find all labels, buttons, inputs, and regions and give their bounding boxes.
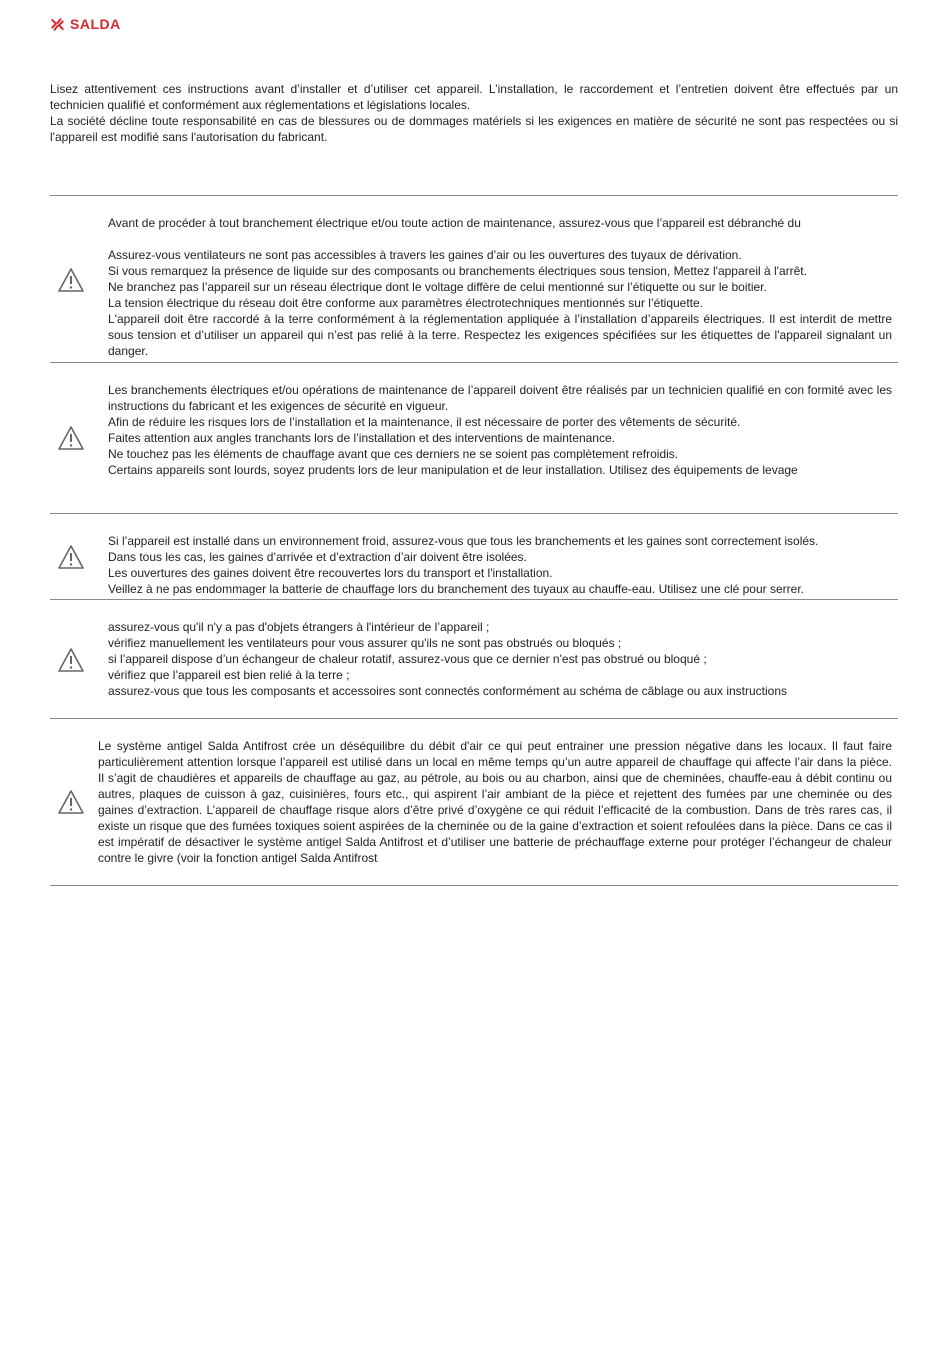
warning-section — [50, 718, 898, 886]
text-line: assurez-vous qu'il n'y a pas d'objets étrangers à l'intérieur de l’appareil ; — [108, 620, 490, 634]
brand-name: SALDA — [70, 16, 121, 32]
intro-paragraph: La société décline toute responsabilité en cas de blessures ou de dommages matériels si les exigences en matière de sécurité ne sont pas respectées ou si l'appareil est modifié sans l'autorisation du fabricant. — [50, 114, 898, 144]
intro-text — [50, 81, 898, 145]
warning-section — [50, 195, 898, 363]
text-line: vérifiez manuellement les ventilateurs pour vous assurer qu'ils ne sont pas obstrués ou bloqués ; — [108, 636, 622, 650]
text-line: Avant de procéder à tout branchement électrique et/ou toute action de maintenance, assurez-vous que l’appareil est débranché du — [108, 216, 801, 230]
text-line: si l’appareil dispose d’un échangeur de chaleur rotatif, assurez-vous que ce dernier n'est pas obstrué ou bloqué ; — [108, 652, 707, 666]
text-line: Veillez à ne pas endommager la batterie de chauffage lors du branchement des tuyaux au chauffe-eau. Utilisez une clé pour serrer. — [108, 582, 804, 596]
warning-triangle-icon — [57, 267, 85, 293]
intro-paragraph: Lisez attentivement ces instructions avant d’installer et d’utiliser cet appareil. L’installation, le raccordement et l’entretien doivent être effectués par un technicien qualifié et conformément aux réglementations et législations locales. — [50, 82, 898, 112]
text-paragraph: L'appareil doit être raccordé à la terre conformément à la réglementation appliquée à l’installation d’appareils électriques. Il est interdit de mettre sous tension et d’utiliser un appareil qui n’est pas relié à la terre. Respectez les exigences spécifiées sur les étiquettes de l'appareil signalant un danger. — [108, 312, 892, 358]
text-line: Ne branchez pas l’appareil sur un réseau électrique dont le voltage diffère de celui mentionné sur l’étiquette ou sur le boitier. — [108, 280, 767, 294]
text-line: Certains appareils sont lourds, soyez prudents lors de leur manipulation et de leur installation. Utilisez des équipements de levage — [108, 463, 798, 477]
text-paragraph: Le système antigel Salda Antifrost crée un déséquilibre du débit d'air ce qui peut entrainer une pression négative dans les locaux. Il faut faire particulièrement attention lorsque l’appareil est utilisé dans un local en même temps qu’un autre appareil de chauffage qui affecte l’air dans la pièce. Il s’agit de chaudières et appareils de chauffage au gaz, au pétrole, au bois ou au charbon, ainsi que de cheminées, chauffe-eau à débit continu ou autres, plaques de cuisson à gaz, cuisinières, fours etc., qui aspirent l’air ambiant de la pièce et rejettent des fumées par une cheminée ou des gaines d’extraction. L’appareil de chauffage risque alors d’être privé d’oxygène ce qui réduit l’efficacité de la combustion. Dans de très rares cas, il existe un risque que des fumées toxiques soient aspirées de la cheminée ou de la gaine d’extraction et soient refoulées dans la pièce. Dans ce cas il est impératif de désactiver le système antigel Salda Antifrost et d’utiliser une batterie de préchauffage externe pour protéger l’échangeur de chaleur contre le givre (voir la fonction antigel Salda Antifrost — [98, 739, 892, 865]
warning-section — [50, 513, 898, 600]
warning-section — [50, 362, 898, 514]
warning-triangle-icon — [57, 647, 85, 673]
text-line: assurez-vous que tous les composants et accessoires sont connectés conformément au schéma de câblage ou aux instructions — [108, 684, 788, 698]
warning-triangle-icon — [57, 425, 85, 451]
text-line: Assurez-vous ventilateurs ne sont pas accessibles à travers les gaines d’air ou les ouvertures des tuyaux de dérivation. — [108, 248, 742, 262]
salda-logo — [50, 16, 121, 32]
blank-line — [108, 231, 892, 247]
text-line: Les ouvertures des gaines doivent être recouvertes lors du transport et l'installation. — [108, 566, 553, 580]
text-line: Afin de réduire les risques lors de l’installation et la maintenance, il est nécessaire de porter des vêtements de sécurité. — [108, 415, 741, 429]
text-line: La tension électrique du réseau doit être conforme aux paramètres électrotechniques mentionnés sur l’étiquette. — [108, 296, 704, 310]
warning-text — [108, 533, 892, 597]
warning-text — [108, 215, 892, 359]
warning-text — [108, 382, 892, 478]
warning-section — [50, 599, 898, 719]
text-line: vérifiez que l’appareil est bien relié à la terre ; — [108, 668, 350, 682]
salda-logo-icon — [50, 17, 65, 32]
text-line: Faites attention aux angles tranchants lors de l’installation et des interventions de maintenance. — [108, 431, 615, 445]
warning-triangle-icon — [57, 789, 85, 815]
text-line: Si l’appareil est installé dans un environnement froid, assurez-vous que tous les branchements et les gaines sont correctement isolés. — [108, 534, 819, 548]
warning-triangle-icon — [57, 544, 85, 570]
text-line: Dans tous les cas, les gaines d’arrivée et d’extraction d’air doivent être isolées. — [108, 550, 527, 564]
warning-text — [108, 619, 892, 699]
text-paragraph: Les branchements électriques et/ou opérations de maintenance de l’appareil doivent être réalisés par un technicien qualifié en con formité avec les instructions du fabricant et les exigences de sécurité en vigueur. — [108, 383, 892, 413]
text-line: Si vous remarquez la présence de liquide sur des composants ou branchements électriques sous tension, Mettez l'appareil à l'arrêt. — [108, 264, 807, 278]
warning-text — [98, 738, 892, 868]
text-line: Ne touchez pas les éléments de chauffage avant que ces derniers ne se soient pas complètement refroidis. — [108, 447, 679, 461]
